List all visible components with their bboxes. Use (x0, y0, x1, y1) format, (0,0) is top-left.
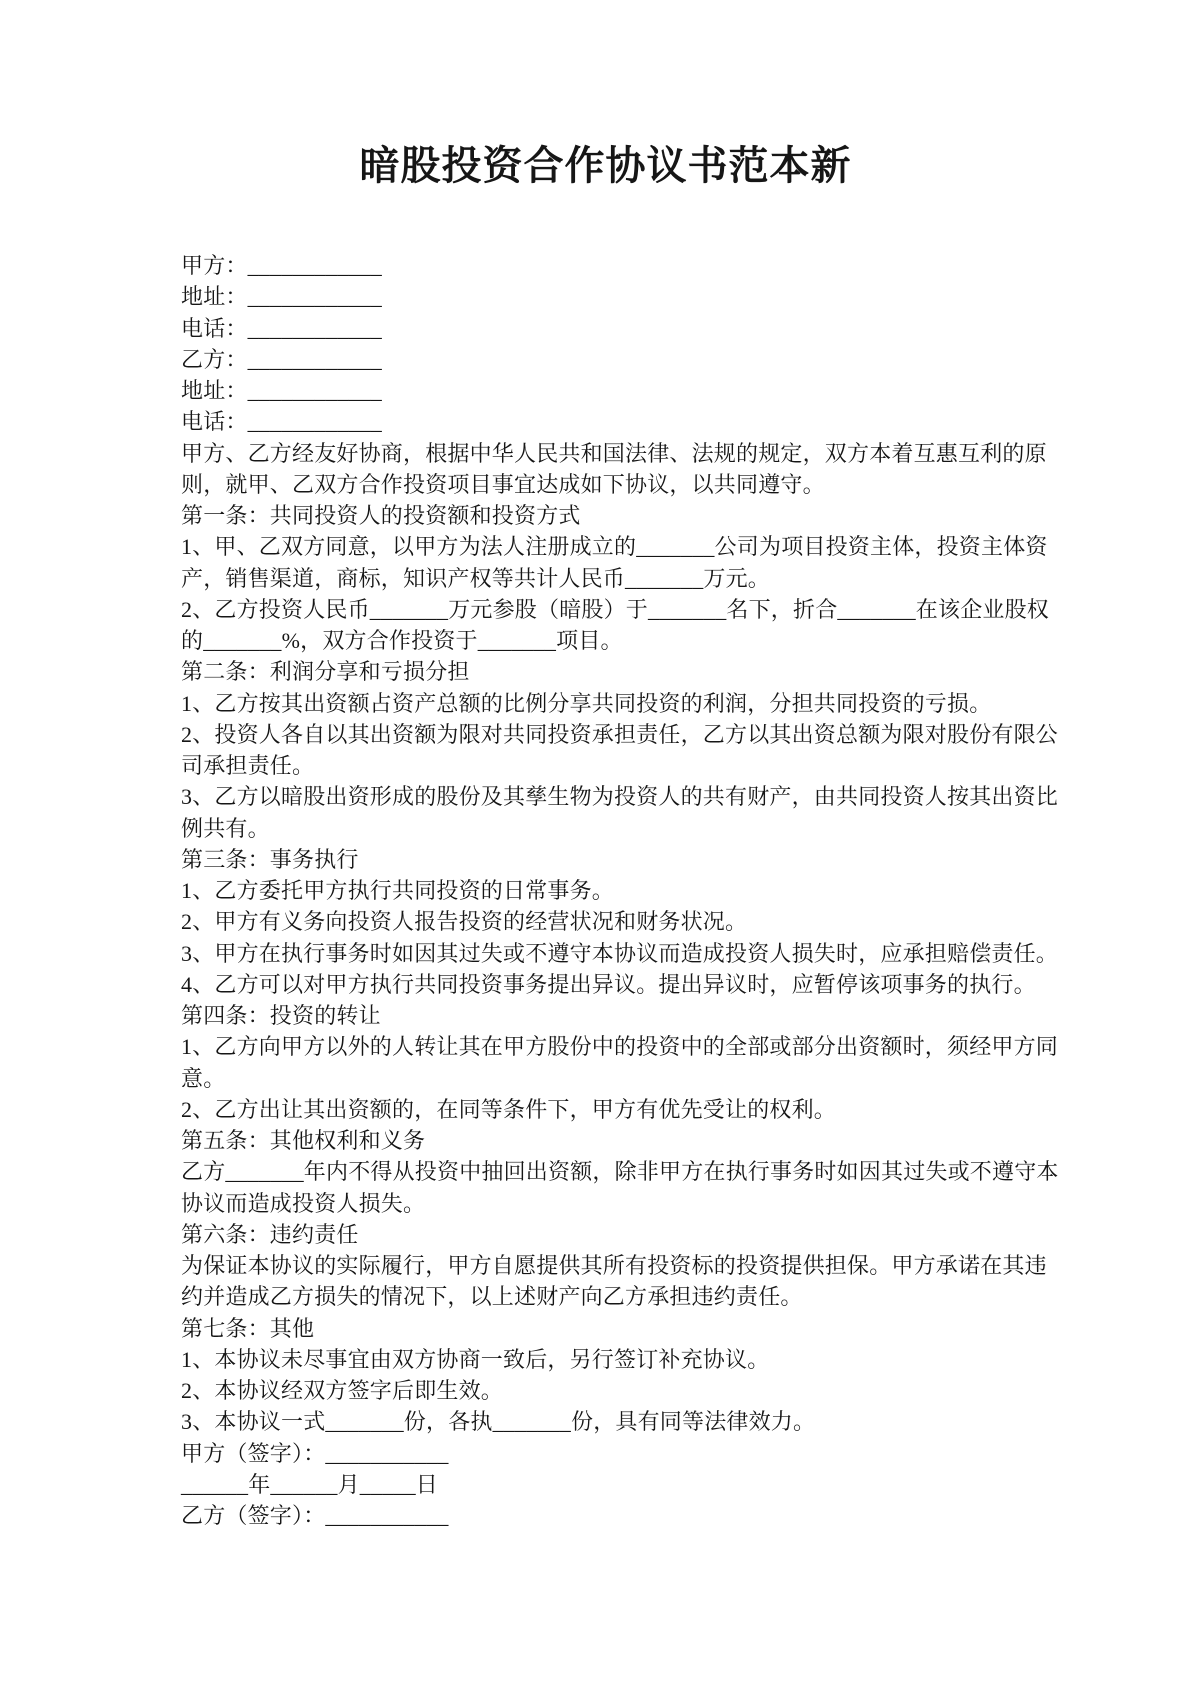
document-line: 第四条：投资的转让 (181, 1003, 381, 1028)
document-line: 电话：____________ (181, 315, 383, 341)
document-line: 第七条：其他 (181, 1315, 315, 1341)
document-line: 第一条：共同投资人的投资额和投资方式 (181, 503, 581, 528)
document-line: 为保证本协议的实际履行，甲方自愿提供其所有投资标的投资提供担保。甲方承诺在其违 (181, 1253, 1047, 1278)
document-line: 乙方_______年内不得从投资中抽回出资额，除非甲方在执行事务时如因其过失或不遵守本 (181, 1159, 1059, 1185)
document-line: 2、乙方投资人民币_______万元参股（暗股）于_______名下，折合_______在该企业股权 (181, 596, 1050, 622)
document-line: 4、乙方可以对甲方执行共同投资事务提出异议。提出异议时，应暂停该项事务的执行。 (181, 971, 1036, 997)
document-line: 1、乙方按其出资额占资产总额的比例分享共同投资的利润，分担共同投资的亏损。 (181, 690, 992, 716)
document-line: 2、甲方有义务向投资人报告投资的经营状况和财务状况。 (181, 909, 748, 935)
document-line: 产，销售渠道，商标，知识产权等共计人民币_______万元。 (181, 565, 771, 591)
document-body (181, 250, 1059, 1531)
document-line: 1、乙方委托甲方执行共同投资的日常事务。 (181, 878, 615, 903)
document-line: 例共有。 (181, 815, 270, 841)
document-line: 2、本协议经双方签字后即生效。 (181, 1378, 504, 1403)
document-line: 协议而造成投资人损失。 (181, 1190, 426, 1216)
document-line: 第五条：其他权利和义务 (181, 1128, 426, 1153)
document-line: 甲方：____________ (181, 253, 383, 278)
document-line: 地址：____________ (181, 284, 383, 310)
document-line: 司承担责任。 (181, 753, 315, 778)
document-line: 电话：____________ (181, 409, 383, 435)
document-line: 甲方（签字）：___________ (181, 1440, 449, 1466)
document-line: 第二条：利润分享和亏损分担 (181, 659, 470, 685)
document-line: ______年______月_____日 (181, 1471, 439, 1497)
document-line: 第三条：事务执行 (181, 846, 359, 872)
document-title: 暗股投资合作协议书范本新 (359, 143, 852, 188)
document-line: 2、乙方出让其出资额的，在同等条件下，甲方有优先受让的权利。 (181, 1096, 837, 1122)
document-line: 则，就甲、乙双方合作投资项目事宜达成如下协议，以共同遵守。 (181, 471, 825, 497)
document-line: 1、乙方向甲方以外的人转让其在甲方股份中的投资中的全部或部分出资额时，须经甲方同 (181, 1034, 1059, 1060)
document-line: 1、甲、乙双方同意，以甲方为法人注册成立的_______公司为项目投资主体，投资主体资 (181, 534, 1048, 560)
document-line: 3、本协议一式_______份，各执_______份，具有同等法律效力。 (181, 1409, 816, 1435)
document-line: 约并造成乙方损失的情况下，以上述财产向乙方承担违约责任。 (181, 1284, 803, 1310)
document-line: 2、投资人各自以其出资额为限对共同投资承担责任，乙方以其出资总额为限对股份有限公 (181, 721, 1059, 747)
document-line: 乙方：____________ (181, 346, 383, 372)
document-line: 的_______%，双方合作投资于_______项目。 (181, 628, 623, 653)
document-line: 3、甲方在执行事务时如因其过失或不遵守本协议而造成投资人损失时，应承担赔偿责任。 (181, 940, 1059, 966)
document-line: 甲方、乙方经友好协商，根据中华人民共和国法律、法规的规定，双方本着互惠互利的原 (181, 440, 1047, 466)
document-line: 乙方（签字）：___________ (181, 1503, 449, 1528)
document-line: 意。 (181, 1065, 226, 1091)
document-line: 第六条：违约责任 (181, 1221, 359, 1247)
document-line: 1、本协议未尽事宜由双方协商一致后，另行签订补充协议。 (181, 1346, 770, 1372)
document-line: 地址：____________ (181, 378, 383, 403)
document-line: 3、乙方以暗股出资形成的股份及其孳生物为投资人的共有财产，由共同投资人按其出资比 (181, 784, 1059, 810)
